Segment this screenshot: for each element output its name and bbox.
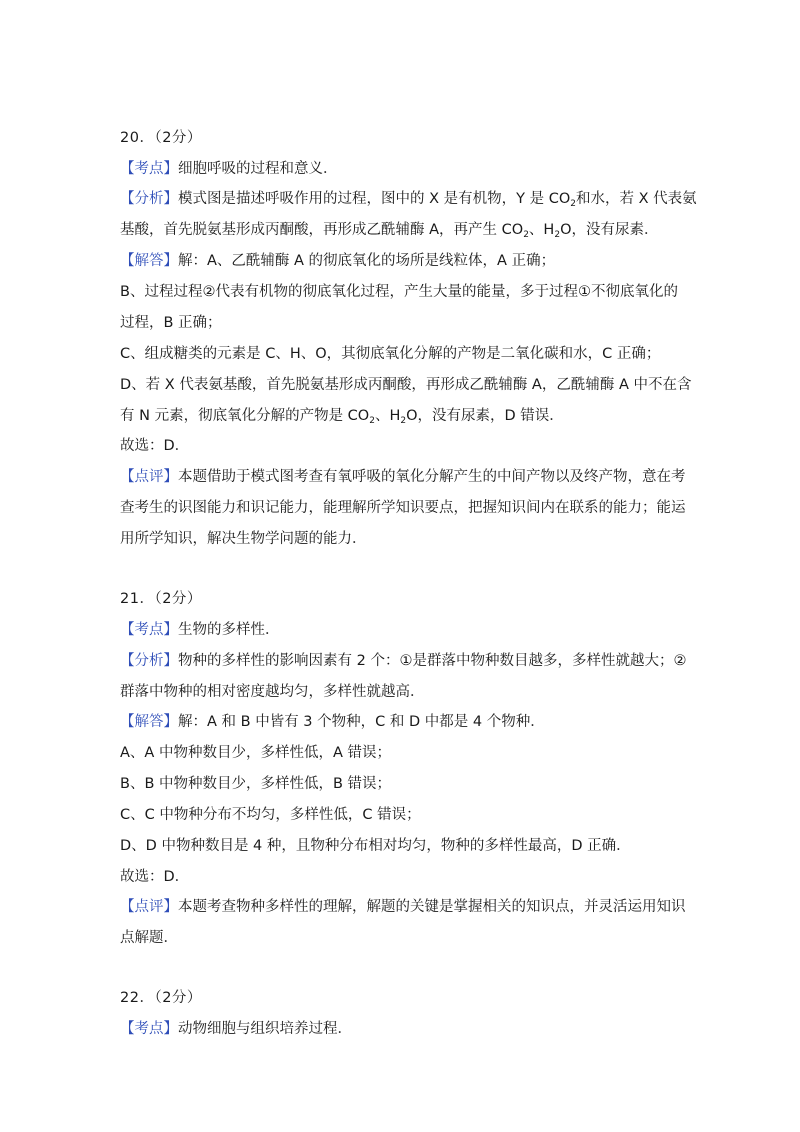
question-22-title: 22．（2分）: [120, 990, 202, 1006]
q20-kaodian: [120, 159, 338, 179]
fenxi-tag: 【分析】: [120, 191, 178, 207]
subscript: 2: [554, 230, 561, 240]
kaodian-tag: 【考点】: [120, 622, 178, 638]
kaodian-text: 动物细胞与组织培养过程．: [178, 1021, 352, 1037]
fenxi-text: O，没有尿素．: [560, 222, 659, 238]
dianping-text: 本题借助于模式图考查有氧呼吸的氧化分解产生的中间产物以及终产物，意在考: [178, 469, 686, 485]
jieda-tag: 【解答】: [120, 253, 178, 269]
q20-answer: 故选：D．: [120, 438, 190, 454]
q20-option-b-line-1: B、过程过程②代表有机物的彻底氧化过程，产生大量的能量，多于过程①不彻底氧化的: [120, 284, 678, 300]
q20-option-b-line-2: 过程，B 正确；: [120, 315, 222, 331]
q20-dianping-line-3: 用所学知识，解决生物学问题的能力．: [120, 531, 367, 547]
kaodian-tag: 【考点】: [120, 161, 178, 177]
subscript: 2: [369, 416, 375, 426]
q20-option-c: C、组成糖类的元素是 C、H、O，其彻底氧化分解的产物是二氧化碳和水，C 正确；: [120, 346, 661, 362]
subscript: 2: [523, 230, 529, 240]
q21-dianping-line-1: [120, 897, 686, 917]
q21-dianping-line-2: 点解题．: [120, 930, 178, 946]
q21-fenxi-line-1: [120, 651, 686, 671]
fenxi-text: 和水，若 X 代表氨: [576, 191, 697, 207]
q21-answer: 故选：D．: [120, 869, 190, 885]
jieda-tag: 【解答】: [120, 714, 178, 730]
q20-jieda: [120, 251, 555, 271]
fenxi-tag: 【分析】: [120, 653, 178, 669]
dianping-tag: 【点评】: [120, 469, 178, 485]
kaodian-text: 细胞呼吸的过程和意义．: [178, 161, 338, 177]
fenxi-text: 模式图是描述呼吸作用的过程，图中的 X 是有机物，Y 是 CO: [178, 191, 571, 207]
dianping-tag: 【点评】: [120, 899, 178, 915]
kaodian-tag: 【考点】: [120, 1021, 178, 1037]
jieda-text: 解：A 和 B 中皆有 3 个物种，C 和 D 中都是 4 个物种．: [178, 714, 545, 730]
q21-jieda: [120, 712, 545, 732]
option-d-text: 有 N 元素，彻底氧化分解的产物是 CO: [120, 408, 370, 424]
q21-option-d: D、D 中物种数目是 4 种，且物种分布相对均匀，物种的多样性最高，D 正确．: [120, 838, 631, 854]
subscript: 2: [570, 199, 576, 209]
q21-option-b: B、B 中物种数目少，多样性低，B 错误；: [120, 776, 392, 792]
q21-fenxi-line-2: 群落中物种的相对密度越均匀，多样性就越高．: [120, 684, 425, 700]
fenxi-text: 、H: [528, 222, 555, 238]
dianping-text: 本题考查物种多样性的理解，解题的关键是掌握相关的知识点，并灵活运用知识: [178, 899, 686, 915]
q21-option-a: A、A 中物种数目少，多样性低，A 错误；: [120, 745, 391, 761]
question-20-title: 20．（2分）: [120, 130, 202, 146]
q21-option-c: C、C 中物种分布不均匀，多样性低，C 错误；: [120, 807, 421, 823]
fenxi-text: 物种的多样性的影响因素有 2 个：①是群落中物种数目越多，多样性就越大；②: [178, 653, 687, 669]
q20-option-d-line-1: D、若 X 代表氨基酸，首先脱氨基形成丙酮酸，再形成乙酰辅酶 A，乙酰辅酶 A 中不在含: [120, 377, 692, 393]
q20-option-d-line-2: [120, 406, 564, 426]
subscript: 2: [400, 416, 407, 426]
option-d-text: O，没有尿素，D 错误．: [406, 408, 564, 424]
kaodian-text: 生物的多样性．: [178, 622, 280, 638]
q20-dianping-line-1: [120, 467, 686, 487]
q20-dianping-line-2: 查考生的识图能力和识记能力，能理解所学知识要点，把握知识间内在联系的能力；能运: [120, 500, 686, 516]
q22-kaodian: [120, 1019, 352, 1039]
q20-fenxi-line-2: [120, 220, 658, 240]
fenxi-text: 基酸，首先脱氨基形成丙酮酸，再形成乙酰辅酶 A，再产生 CO: [120, 222, 524, 238]
jieda-text: 解：A、乙酰辅酶 A 的彻底氧化的场所是线粒体，A 正确；: [178, 253, 556, 269]
q20-fenxi-line-1: [120, 189, 697, 209]
q21-kaodian: [120, 620, 280, 640]
option-d-text: 、H: [374, 408, 401, 424]
question-21-title: 21．（2分）: [120, 591, 202, 607]
